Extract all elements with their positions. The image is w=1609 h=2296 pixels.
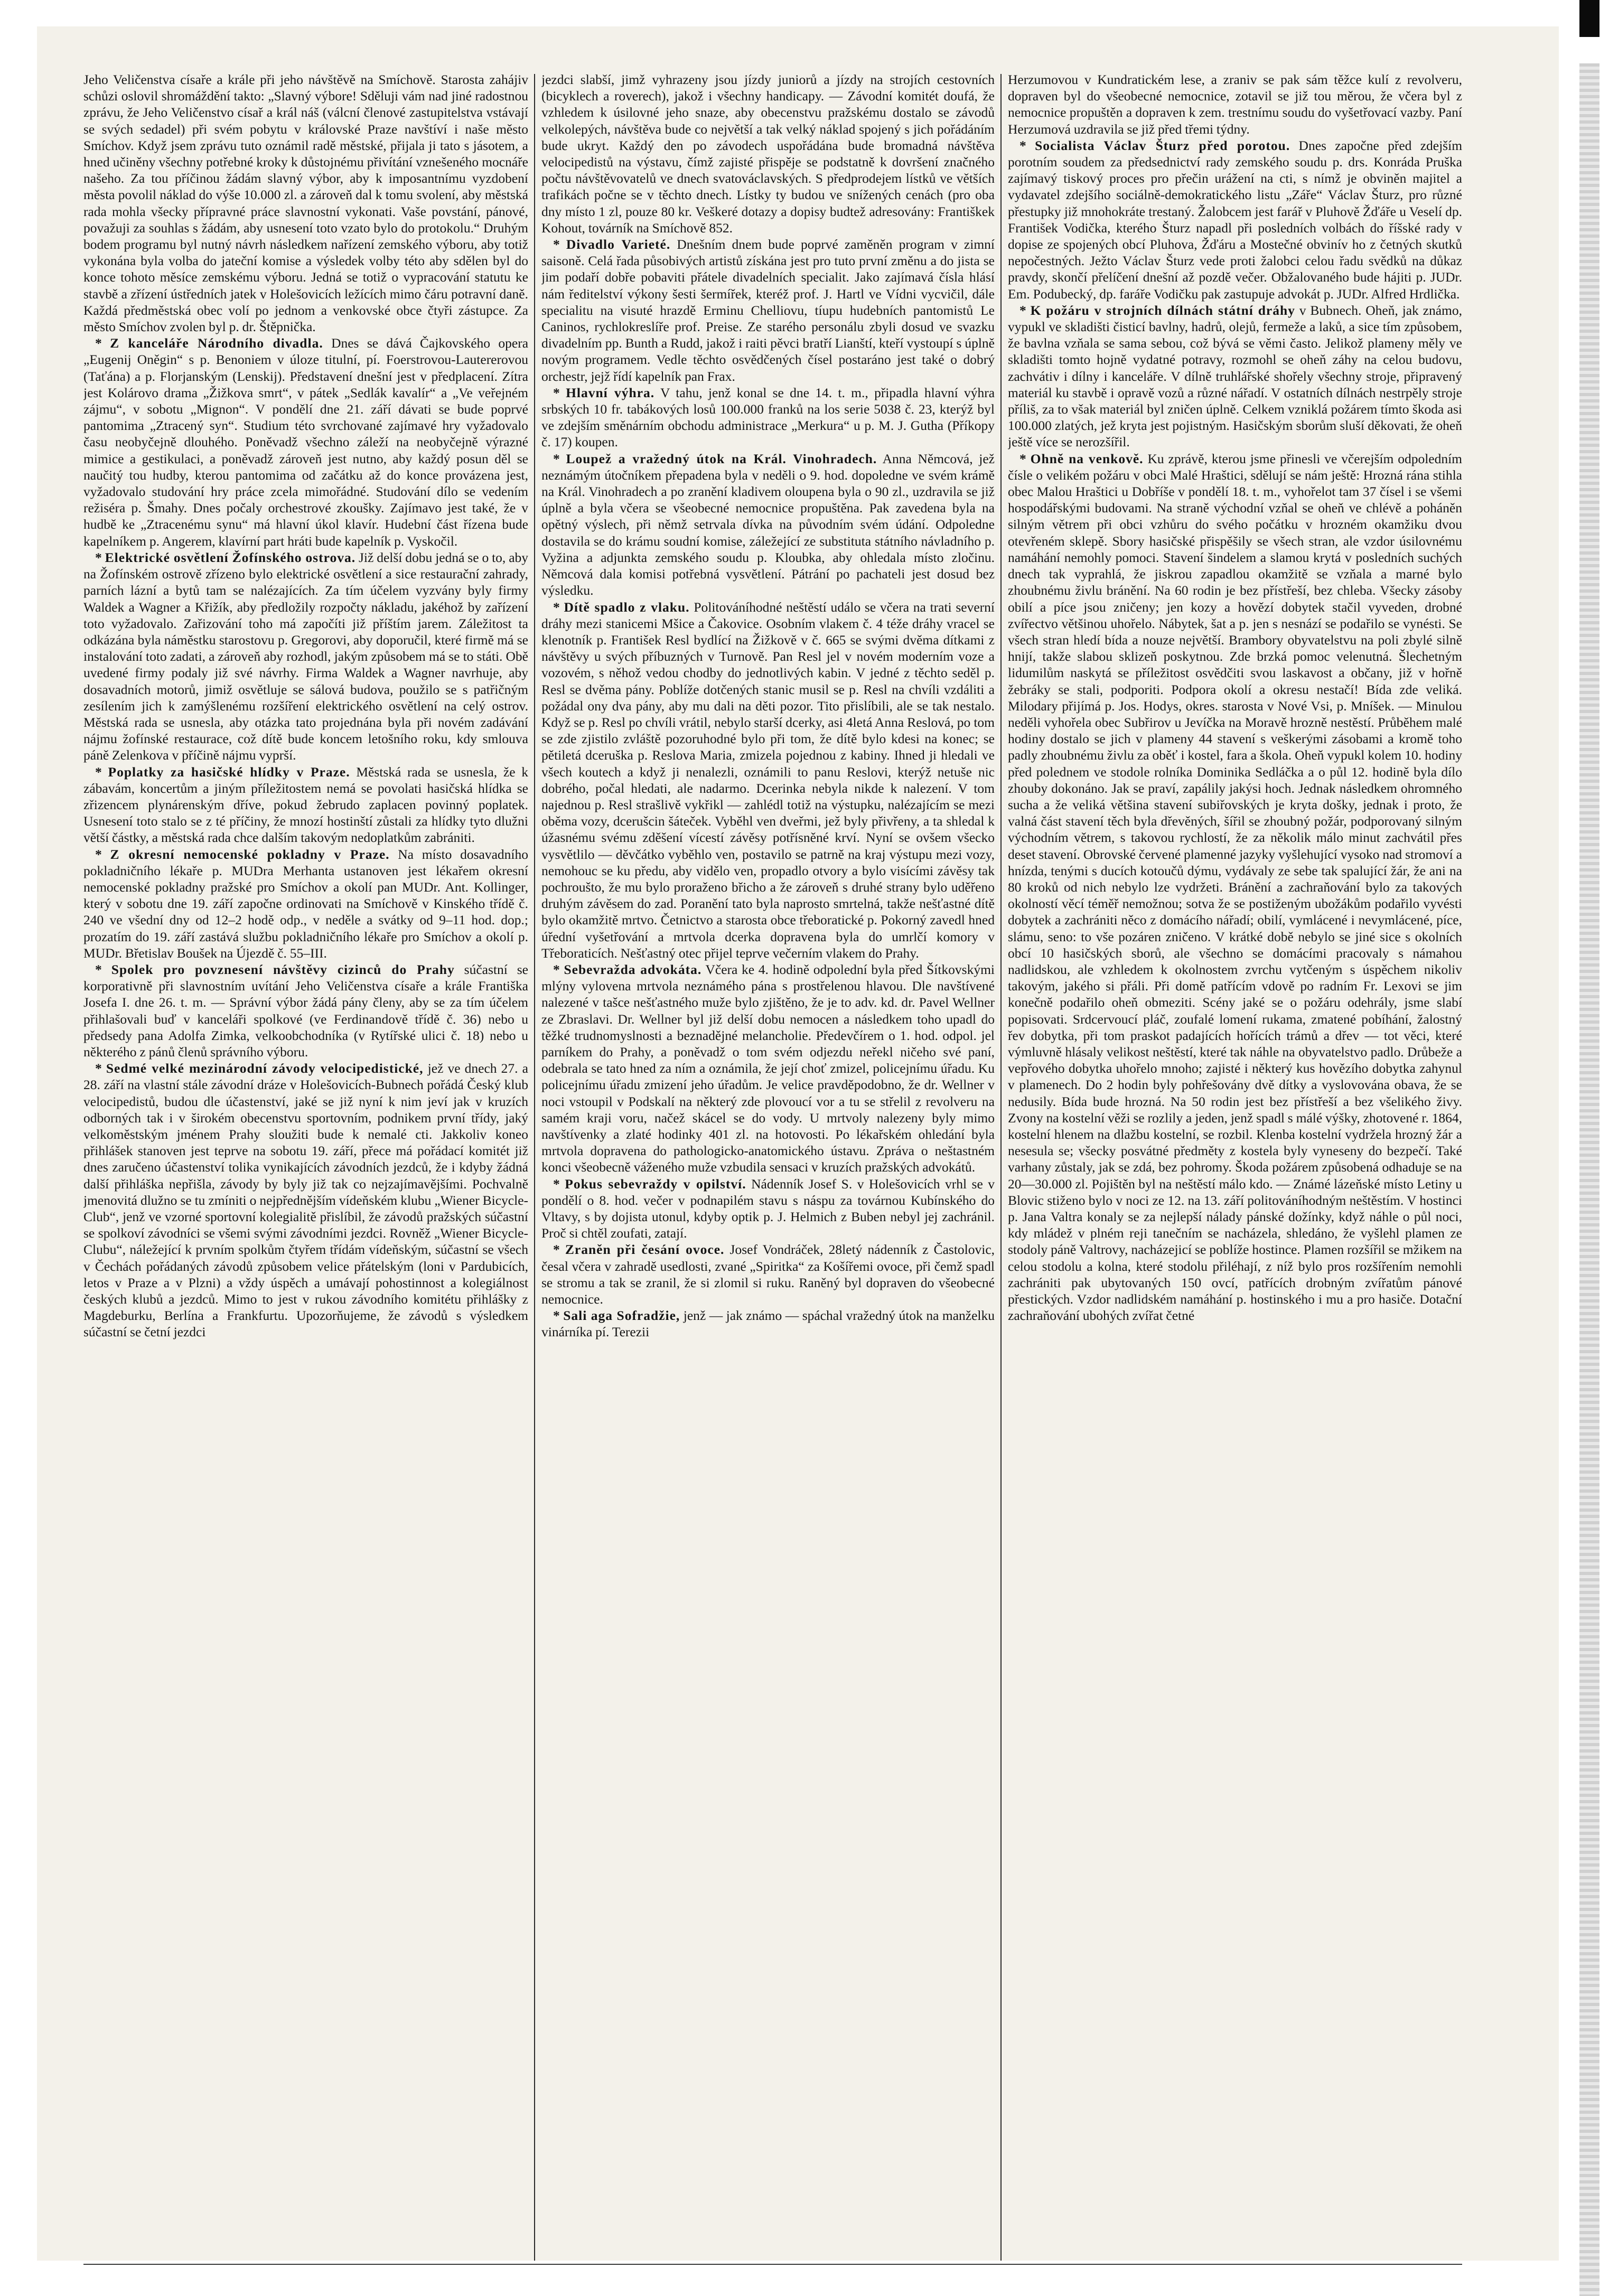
article-text: Josef Vondráček, 28letý nádenník z Častolovic, česal včera v zahradě usedlosti, zvané „Spiritka“ za Košířemi ovoce, při čemž spadl se stromu a tak se zranil, že si zlomil si ruku. Raněný byl dopraven do všeobecné nemocnice. [541,1242,995,1307]
article-text: Jeho Veličenstva císaře a krále při jeho návštěvě na Smíchově. Starosta zahájiv schůzi oslovil shromáždění takto: „Slavný výbore! Sděluji vám nad jiné radostnou zprávu, že Jeho Veličenstvo císař a král náš (válcní členové zastupitelstva vstávají se svých sedadel) při svém pobytu v královské Praze navštíví i naše město Smíchov. Když jsem zprávu tuto oznámil radě městské, přijala ji tato s jásotem, a hned učiněny všechny potřebné kroky k důstojnému přivítání vznešeného mocnáře našeho. Za tou příčinou žádám slavný výbor, aby k imposantnímu vyzdobení města povolil náklad do výše 10.000 zl. a zároveň dal k tomu svolení, aby městská rada mohla všecky přípravné práce slavnostní vykonati. Vaše povstání, pánové, považuji za souhlas s žádám, aby usnesení toto vzato bylo do protokolu.“ Druhým bodem programu byl nutný návrh následkem nařízení zemského výboru, aby totiž vykonána byla volba do jateční komise a výsledek volby této aby sdělen byl do konce tohoto měsíce zemskému výboru. Jedná se totiž o vypracování statutu ke stavbě a zřízení ústředních jatek v Holešovicích ležících mimo čáru potravní daně. Každá předměstská obec volí po jednom a venkovské obce čtyři zástupce. Za město Smíchov zvolen byl p. dr. Štěpnička. [83,72,528,335]
article-text: jež ve dnech 27. a 28. září na vlastní stále závodní dráze v Holešovicích-Bubnech pořádá Český klub velocipedistů, budou dle účastenství, jaké se již nyní k nim jeví jak v kruzích odborných tak i v širokém obecenstvu sportovním, podnikem první třídy, jaký velkoměstským jménem Prahy sloužiti bude k nemalé cti. Jakkoliv koneo přihlášek stanoven jest teprve na sobotu 19. září, přece má pořádací komitét již dnes zaručeno účastenství tolika vynikajících závodních jezdců, že i kdyby žádná další přihláška nepřišla, závody by byly již tak co nejzajímavějšími. Pochvalně jmenovitá dlužno se tu zmíniti o nejpřednějším vídeňském klubu „Wiener Bicycle-Club“, jenž ve vzorné sportovní kolegialitě přislíbil, že závodů pražských súčastní se spolkoví závodníci se všemi svými závodními jezdci. Rovněž „Wiener Bicycle-Clubu“, náležející k prvním spolkům čtyřem třídám vídeňským, súčastní se všech v Čechách pořádaných závodů způsobem velice přátelským (loni v Pardubicích, letos v Praze a v Plzni) a vždy úspěch a umávají pohostinnost a kolegiálnost českých klubů a jezdců. Mimo to jest v rukou závodního komitétu přihlášky z Magdeburku, Berlína a Frankfurtu. Upozorňujeme, že závodů s výsledkem súčastní se četní jezdci [83,1061,528,1340]
article-workshop-fire: * K požáru v strojních dílnách státní dráhy v Bubnech. Oheň, jak známo, vypukl ve skladišti čisticí bavlny, hadrů, olejů, fermeže a laků, a sice tím způsobem, že bavlna vzňala se sama sebou, což bývá se věmi často. Jelikož plameny měly ve skladišti tomto hojně vydatné potravy, rozmohl se oheň záhy na celou budovu, zachvátiv i dílny i kanceláře. V dílně truhlářské shořely všechny stroje, připravený materiál ku stavbě i opravě vozů a různé nářadí. V ostatních dílnách nestrpěly stroje příliš, za to však materiál byl zničen úplně. Celkem vzniklá požárem tímto škoda asi 100.000 zlatých, jež kryta jest pojistným. Hasičským sborům sluší děkovati, že oheň ještě více se nerozšířil. [1008,302,1462,450]
article-text: v Bubnech. Oheň, jak známo, vypukl ve skladišti čisticí bavlny, hadrů, olejů, fermeže a laků, a sice tím způsobem, že bavlna vzňala se sama sebou, což bývá se věmi často. Jelikož plameny měly ve skladišti tomto hojně vydatné potravy, rozmohl se oheň záhy na celou budovu, zachvátiv i dílny i kanceláře. V dílně truhlářské shořely všechny stroje, připravený materiál ku stavbě i opravě vozů a různé nářadí. V ostatních dílnách nestrpěly stroje příliš, za to však materiál byl zničen úplně. Celkem vzniklá požárem tímto škoda asi 100.000 zlatých, jež kryta jest pojistným. Hasičským sborům sluší děkovati, že oheň ještě více se nerozšířil. [1008,302,1462,450]
article-text: Dnes se dává Čajkovského opera „Eugenij Oněgin“ s p. Benoniem v úloze titulní, pí. Foerstrovou-Lautererovou (Taťána) a p. Florjanským (Lenskij). Představení dnešní jest v předplacení. Zítra jest Kolárovo drama „Žižkova smrt“, v pátek „Sedlák kavalír“ a „Ve veřejném zájmu“, v sobotu „Mignon“. V pondělí dne 21. září dávati se bude poprvé pantomima „Ztracený syn“. Studium této svrchované zajímavé hry vyžadovalo času neobyčejně dlouhého. Poněvadž všechno záleží na neobyčejně výrazné mimice a gestikulaci, a poněvadž zároveň jest nutno, aby každý posun děl se naučitý tou hudby, kterou pantomima od začátku až do konce provázena jest, vyžadovalo studování hry práce zcela mimořádné. Studování dílo se vedením režiséra p. Šmahy. Dnes počaly orchestrové zkoušky. Zajímavo jest také, že v hudbě ke „Ztracenému synu“ má hlavní úkol klavír. Hudební část řízena bude kapelníkem p. Angerem, klavírní part hráti bude kapelník p. Vyskočil. [83,335,528,549]
article-heading: Hlavní výhra. [566,385,655,400]
article-sali-aga: * Sali aga Sofradžie, jenž — jak známo — spáchal vražedný útok na manželku vinárníka pí. Terezii [541,1308,995,1340]
article-heading: Sebevražda advokáta. [564,961,702,977]
column-3 [1008,71,1462,2263]
article-cycling-continued [541,71,995,236]
article-injury: * Zraněn při česání ovoce. Josef Vondráček, 28letý nádenník z Častolovic, česal včera v zahradě usedlosti, zvané „Spiritka“ za Košířemi ovoce, při čemž spadl se stromu a tak se zranil, že si zlomil si ruku. Raněný byl dopraven do všeobecné nemocnice. [541,1242,995,1307]
article-heading: Socialista Václav Šturz před porotou. [1035,137,1290,153]
article-text: Politováníhodné neštěstí událo se včera na trati severní dráhy mezi stanicemi Mšice a Čakovice. Osobním vlakem č. 4 téže dráhy vracel se klenotník p. František Resl bydlící na Žižkově v č. 665 se svými dvěma dítkami z návštěvy u svých příbuzných v Turnově. Pan Resl jel v novém moderním voze a vozovém, s něhož vedou chodby do jednotlivých kabin. V jedné z těchto seděl p. Resl se dvěma pány. Poblíže dotčených stanic musil se p. Resl na chvíli vzdáliti a požádal ony dva pány, aby mu dali na děti pozor. Tito přislíbili, ale se tak nestalo. Když se p. Resl po chvíli vrátil, nebylo starší dcerky, asi 4letá Anna Reslová, po tom se zde zjistilo zvláště pozoruhodné bylo při tom, že dítě bylo kdesi na konec; se pětiletá dceruška p. Reslova Maria, zmizela pojednou z kabiny. Ihned ji hledali ve všech koutech a když ji nenalezli, oznámili to panu Reslovi, kterýž netuše nic dobrého, počal hledati, ale nadarmo. Dcerinka nebyla nikde k nalezení. V tom najednou p. Resl strašlivě vykřikl — zahlédl totiž na výstupku, nalézajícím se mezi oběma vozy, dcerušcin šáteček. Vyběhl ven dveřmi, jež byly přivřeny, a ta shledal k úžasnému svému zděšení vícestí závěsy potřísněné krví. Nyní se ovšem všecko vysvětlilo — děvčátko vyběhlo ven, postavilo se patrně na kraj výstupu mezi vozy, nemohouc se ku předu, aby vidělo ven, propadlo otvory a bylo visícími závěsy tak pochroušto, že mu bylo proraženo břicho a že zároveň s druhé strany bylo uděřeno druhým závěsem do zad. Poranění tato byla naprosto smrtelná, takže nešťastné dítě bylo okamžitě mrtvo. Četnictvo a starosta obce třeboratické p. Pokorný zavedl hned úřední vyšetřování a mrtvola dcerka dopravena byla do umrlčí komory v Třeboraticích. Nešťastný otec přijel teprve večerním vlakem do Prahy. [541,599,995,961]
article-text: Dnes započne před zdejším porotním soudem za předsednictví rady zemského soudu p. drs. Konráda Pruška zajímavý tiskový proces pro přečin urážení na cti, s nímž je obviněn majitel a vydavatel zdejšího sociálně-demokratického listu „Záře“ Václav Šturz, pro různé přestupky již mnohokráte trestaný. Žalobcem jest farář v Pluhově Žďáře u Veselí dp. František Vodička, kterého Šturz napadl při posledních volbách do říšské rady v dopise ze spojených obcí Pluhova, Žďáru a Mostečné obvinív ho z četných skutků nepočestných. Ježto Václav Šturz vede proti žalobci celou řadu svědků na důkaz pravdy, skončí přelíčení dnešní až pozdě večer. Obžalovaného bude hájiti p. JUDr. Em. Podubecký, dp. faráře Vodičku pak zastupuje advokát p. JUDr. Alfred Hrdlička. [1008,137,1462,302]
newspaper-page [37,26,1569,2261]
article-text: Ku zprávě, kterou jsme přinesli ve včerejším odpoledním čísle o velikém požáru v obci Malé Hraštici, sdělují se nám ještě: Hrozná rána stihla obec Malou Hraštici u Dobříše v pondělí 18. t. m., vyhořelot tam 37 čísel i se všemi hospodářskými budovami. Na straně východní vzňal se oheň ve chlévě a poháněn silným větrem při obci vzhůru do svého počátku v hrozném okamžiku dvou otevřeném sklepě. Sbory hasičské přispěšily se všech stran, ale vzdor úsilovnému namáhání nemohly pomoci. Stavení šindelem a slamou krytá v posledních suchých dnech tak vyprahlá, že jiskrou zapadlou okamžitě se vzňala a marné bylo zhoubnému živlu bránění. Na 60 rodin je bez přístřeší, bez chleba. Všecky zásoby obilí a píce jsou zničeny; jen kozy a hovězí dobytek stačil vyveden, drobné zvířectvo většinou uhořelo. Nábytek, šat a p. jen s nesnází se podařilo se vynésti. Se všech stran hledí bída a nouze největší. Brambory obyvatelstvu na poli zbylé silně hnijí, takže slabou sklizeň poskytnou. Zde brzká pomoc velenutná. Šlechetným lidumilům naskytá se příležitost osvědčiti svou laskavost a občany, již v hořně žebráky se stali, podporiti. Podpora okolí a okresu nestačí! Bída zde veliká. Milodary přijímá p. Jos. Hodys, okres. starosta v Nové Vsi, p. Mníšek. — Minulou neděli vyhořela obec Subřirov u Jevíčka na Moravě hrozně nestěstí. Průběhem malé hodiny dostalo se jich v plameny 44 stavení s veškerými zásobami a kromě toho padly zhoubnému živlu za oběť i kostel, fara a škola. Oheň vypukl kolem 10. hodiny před polednem ve stodole rolníka Dominika Sedláčka a o půl 12. hodině byla dílo zhouby dokonáno. Jak se praví, zapálily jakýsi hoch. Jednak následkem ohromného sucha a že veliká většina stavení subiřovských je kryta došky, jednak i proto, že valná část stavení těch byla dřevěných, šířil se zhoubný požár, podporovaný silným východním větrem, s takovou rychlostí, že za několik málo minut zachvátil přes deset stavení. Obrovské červené plamenné jazyky vyšlehující vysoko nad stromoví a hnízda, tenými s ducích kotoučů dýmu, vydávaly ze sebe tak spalující žár, že ani na 80 kroků od nich nebylo lze vydržeti. Bránění a zachraňování bylo za takových okolností věcí téměř nemožnou; sotva že se postiženým ubožákům podařilo vyvésti dobytek a zachrániti něco z domácího nářadí; obilí, vymlácené i nevymlácené, píce, slámu, seno: to vše pozáren zničeno. V krátké době nebylo se jiné sice s okolních obcí 10 hasičských sborů, ale všechno se domácími pracovaly s námahou nadlidskou, ale vzhledem k okolnostem zvrchu vytčeným s úspěchem nikoliv takovým, jakého si přáli. Při domě patřícím vdově po radním Fr. Lexovi se jim konečně podařilo oheň obmeziti. Scény jaké se o požáru odehrály, jsme slabí popisovati. Srdcervoucí pláč, zoufalé lomení rukama, zmatené pobíhání, žalostný řev dobytka, při tom praskot padajících hořících trámů a dřev — tot věci, které výmluvně hlásaly velikost neštěstí, které tak náhle na obyvatelstvo padlo. Drůbeže a vepřového dobytka uhořelo mnoho; zajisté i některý kus hovězího dobytka zahynul v plamenech. Do 2 hodin byly pohřešovány dvě dítky a vyslovována obava, že se nedusily. Bída bude hrozná. Na 50 rodin jest bez přístřeší a bez všelikého živy. Zvony na kostelní věži se rozlily a jeden, jenž spadl s málé výšky, zhotovené r. 1864, kostelní hlenem na dlažbu kostelní, se rozbil. Klenba kostelní vydržela hrozný žár a nesesula se; všecky posvátné předměty z kostela byly vyneseny do bezpečí. Také varhany zůstaly, jak se zdá, bez pohromy. Škoda požárem způsobená odhaduje se na 20—30.000 zl. Pojištěn byl na neštěstí málo kdo. — Známé lázeňské místo Letiny u Blovic stiženo bylo v noci ze 12. na 13. září politováníhodným neštěstím. V hostinci p. Jana Valtra konaly se za nejlepší nálady pánské dožínky, když náhle o půl noci, kdy mládež v plném reji tanečním se nacházela, shledáno, že vyšlehl plamen ze stodoly páně Valtrovy, nacházejicí se poblíže hostince. Plamen rozšířil se mžikem na celou stodolu a kolna, které stodolu přiléhají, z níž bylo pros rozšířením nemohli zachrániti pak ubytovaných 150 ovcí, patřících drobným zvířatům pánové přestických. Vzdor nadlidském namáhání p. hostinského i mu a pro hasiče. Dotační zachraňování ubohých zvířat četné [1008,451,1462,1324]
bottom-rule [83,2264,1462,2265]
article-theatre: * Z kanceláře Národního divadla. Dnes se dává Čajkovského opera „Eugenij Oněgin“ s p. Benoniem v úloze titulní, pí. Foerstrovou-Lautererovou (Taťána) a p. Florjanským (Lenskij). Představení dnešní jest v předplacení. Zítra jest Kolárovo drama „Žižkova smrt“, v pátek „Sedlák kavalír“ a „Ve veřejném zájmu“, v sobotu „Mignon“. V pondělí dne 21. září dávati se bude poprvé pantomima „Ztracený syn“. Studium této svrchované zajímavé hry vyžadovalo času neobyčejně dlouhého. Poněvadž všechno záleží na neobyčejně výrazné mimice a gestikulaci, a poněvadž zároveň jest nutno, aby každý posun děl se naučitý tou hudby, kterou pantomima od začátku až do konce provázena jest, vyžadovalo studování hry práce zcela mimořádné. Studování dílo se vedením režiséra p. Šmahy. Dnes počaly orchestrové zkoušky. Zajímavo jest také, že v hudbě ke „Ztracenému synu“ má hlavní úkol klavír. Hudební část řízena bude kapelníkem p. Angerem, klavírní part hráti bude kapelník p. Vyskočil. [83,335,528,549]
article-cycling: * Sedmé velké mezinárodní závody velocipedistické, jež ve dnech 27. a 28. září na vlastní stále závodní dráze v Holešovicích-Bubnech pořádá Český klub velocipedistů, budou dle účastenství, jaké se již nyní k nim jeví jak v kruzích odborných tak i v širokém obecenstvu sportovním, podnikem první třídy, jaký velkoměstským jménem Prahy sloužiti bude k nemalé cti. Jakkoliv koneo přihlášek stanoven jest teprve na sobotu 19. září, přece má pořádací komitét již dnes zaručeno účastenství tolika vynikajících závodních jezdců, že i kdyby žádná další přihláška nepřišla, závody by byly již tak co nejzajímavějšími. Pochvalně jmenovitá dlužno se tu zmíniti o nejpřednějším vídeňském klubu „Wiener Bicycle-Club“, jenž ve vzorné sportovní kolegialitě přislíbil, že závodů pražských súčastní se spolkoví závodníci se všemi svými závodními jezdci. Rovněž „Wiener Bicycle-Clubu“, náležející k prvním spolkům čtyřem třídám vídeňským, súčastní se všech v Čechách pořádaných závodů způsobem velice přátelským (loni v Pardubicích, letos v Praze a v Plzni) a vždy úspěch a umávají pohostinnost a kolegiálnost českých klubů a jezdců. Mimo to jest v rukou závodního komitétu přihlášky z Magdeburku, Berlína a Frankfurtu. Upozorňujeme, že závodů s výsledkem súčastní se četní jezdci [83,1061,528,1340]
article-robbery: * Loupež a vražedný útok na Král. Vinohradech. Anna Němcová, jež neznámým útočníkem přepadena byla v neděli o 9. hod. dopoledne ve svém krámě na Král. Vinohradech a po zranění kladivem oloupena byla o 90 zl., uzdravila se již úplně a byla včera se všeobecné nemocnice propuštěna. Pak zavedena byla na opětný výslech, při němž setrvala dívka na původním svém údání. Odpoledne dostavila se do krámu soudní komise, záležející ze substituta státního návladního p. Vyžina a adjunkta zemského soudu p. Kloubka, aby ohledala místo zločinu. Němcová dala komisi potřebná vysvětlení. Pátrání po pachateli jest dosud bez výsledku. [541,451,995,598]
article-sturz: * Socialista Václav Šturz před porotou. Dnes započne před zdejším porotním soudem za předsednictví rady zemského soudu p. drs. Konráda Pruška zajímavý tiskový proces pro přečin urážení na cti, s nímž je obviněn majitel a vydavatel zdejšího sociálně-demokratického listu „Záře“ Václav Šturz, pro různé přestupky již mnohokráte trestaný. Žalobcem jest farář v Pluhově Žďáře u Veselí dp. František Vodička, kterého Šturz napadl při posledních volbách do říšské rady v dopise ze spojených obcí Pluhova, Žďáru a Mostečné obvinív ho z četných skutků nepočestných. Ježto Václav Šturz vede proti žalobci celou řadu svědků na důkaz pravdy, skončí přelíčení dnešní až pozdě večer. Obžalovaného bude hájiti p. JUDr. Em. Podubecký, dp. faráře Vodičku pak zastupuje advokát p. JUDr. Alfred Hrdlička. [1008,137,1462,302]
article-lottery: * Hlavní výhra. V tahu, jenž konal se dne 14. t. m., připadla hlavní výhra srbských 10 fr. tabákových losů 100.000 franků na los serie 5038 č. 23, kterýž byl ve zdejším směnárním obchodu administrace „Merkura“ u p. M. J. Gutha (Příkopy č. 17) koupen. [541,385,995,450]
article-attempt: * Pokus sebevraždy v opilství. Nádenník Josef S. v Holešovicích vrhl se v pondělí o 8. hod. večer v podnapilém stavu s náspu za továrnou Kubínského do Vltavy, s by dojista utonul, kdyby optik p. J. Helmich z Buben nebyl jej zachránil. Proč si chtěl zoufati, zatají. [541,1176,995,1241]
article-text: Nádenník Josef S. v Holešovicích vrhl se v pondělí o 8. hod. večer v podnapilém stavu s náspu za továrnou Kubínského do Vltavy, s by dojista utonul, kdyby optik p. J. Helmich z Buben nebyl jej zachránil. Proč si chtěl zoufati, zatají. [541,1176,995,1241]
article-sali-aga-continued [1008,71,1462,137]
article-heading: Loupež a vražedný útok na Král. Vinohradech. [566,451,877,466]
article-heading: Z kanceláře Národního divadla. [110,335,323,351]
article-heading: Divadlo Varieté. [566,237,671,252]
article-heading: Sali aga Sofradžie, [563,1308,680,1324]
article-train-accident: * Dítě spadlo z vlaku. Politováníhodné neštěstí událo se včera na trati severní dráhy mezi stanicemi Mšice a Čakovice. Osobním vlakem č. 4 téže dráhy vracel se klenotník p. František Resl bydlící na Žižkově v č. 665 se svými dvěma dítkami z návštěvy u svých příbuzných v Turnově. Pan Resl jel v novém moderním voze a vozovém, s něhož vedou chodby do jednotlivých kabin. V jedné z těchto seděl p. Resl se dvěma pány. Poblíže dotčených stanic musil se p. Resl na chvíli vzdáliti a požádal ony dva pány, aby mu dali na děti pozor. Tito přislíbili, ale se tak nestalo. Když se p. Resl po chvíli vrátil, nebylo starší dcerky, asi 4letá Anna Reslová, po tom se zde zjistilo zvláště pozoruhodné bylo při tom, že dítě bylo kdesi na konec; se pětiletá dceruška p. Reslova Maria, zmizela pojednou z kabiny. Ihned ji hledali ve všech koutech a když ji nenalezli, oznámili to panu Reslovi, kterýž netuše nic dobrého, počal hledati, ale nadarmo. Dcerinka nebyla nikde k nalezení. V tom najednou p. Resl strašlivě vykřikl — zahlédl totiž na výstupku, nalézajícím se mezi oběma vozy, dcerušcin šáteček. Vyběhl ven dveřmi, jež byly přivřeny, a ta shledal k úžasnému svému zděšení vícestí závěsy potřísněné krví. Nyní se ovšem všecko vysvětlilo — děvčátko vyběhlo ven, postavilo se patrně na kraj výstupu mezi vozy, nemohouc se ku předu, aby vidělo ven, propadlo otvory a bylo visícími závěsy tak pochroušto, že mu bylo proraženo břicho a že zároveň s druhé strany bylo uděřeno druhým závěsem do zad. Poranění tato byla naprosto smrtelná, takže nešťastné dítě bylo okamžitě mrtvo. Četnictvo a starosta obce třeboratické p. Pokorný zavedl hned úřední vyšetřování a mrtvola dcerka dopravena byla do umrlčí komory v Třeboraticích. Nešťastný otec přijel teprve večerním vlakem do Prahy. [541,599,995,961]
article-text: súčastní se korporativně při slavnostním uvítání Jeho Veličenstva císaře a krále Františka Josefa I. dne 26. t. m. — Správní výbor žádá pány členy, aby se za tím účelem přihlašovali buď v kanceláři spolkové (ve Ferdinandově třídě č. 36) nebo u předsedy pana Adolfa Zimka, velkoobchodníka (v Rytířské ulici č. 18) nebo u některého z pánů členů správního výboru. [83,961,528,1060]
article-text: Městská rada se usnesla, že k zábavám, koncertům a jiným příležitostem nemá se povolati hasičská hlídka se zřizencem plynárenským dříve, pokud žebrudo zaplacen povinný poplatek. Usnesení toto stalo se z té příčiny, že mnozí hostinští zůstali za hlídky tyto dlužni větší částky, a městská rada chce dalším takovým nedoplatkům zabrániti. [83,764,528,846]
column-2 [541,71,995,2263]
article-text: Anna Němcová, jež neznámým útočníkem přepadena byla v neděli o 9. hod. dopoledne ve svém krámě na Král. Vinohradech a po zranění kladivem oloupena byla o 90 zl., uzdravila se již úplně a byla včera se všeobecné nemocnice propuštěna. Pak zavedena byla na opětný výslech, při němž setrvala dívka na původním svém údání. Odpoledne dostavila se do krámu soudní komise, záležející ze substituta státního návladního p. Vyžina a adjunkta zemského soudu p. Kloubka, aby ohledala místo zločinu. Němcová dala komisi potřebná vysvětlení. Pátrání po pachateli jest dosud bez výsledku. [541,451,995,598]
article-heading: Spolek pro povznesení návštěvy cizinců do Prahy [111,961,455,977]
scan-edge-mark [1579,0,1599,37]
article-0 [83,71,528,335]
article-text: Dnešním dnem bude poprvé zaměněn program v zimní saisoně. Celá řada působivých artistů získána jest pro tuto první změnu a do jista se jim podaří dobře pobaviti přátele divadelních specialit. Jako zajímavá čísla hlásí nám ředitelství výkony šesti šermířek, kteréž prof. J. Hartl ve Vídni vycvičil, dále specialitu na visuté hrazdě Erminu Chelliovu, tíupu hudebních pantomistů Le Caninos, rychlokreslíře prof. Preise. Ze starého personálu zbyli dosud ve svazku divadelním pp. Bunth a Rudd, jakož i raiti pěvci bratří Lianští, kteří vystoupí s úplně novým programem. Vedle těchto osvědčených čísel postaráno jest také o dobrý orchestr, jejž řídí kapelník pan Frax. [541,237,995,384]
article-text: Herzumovou v Kundratickém lese, a zraniv se pak sám těžce kulí z revolveru, dopraven byl do všeobecné nemocnice, zotavil se již tou měrou, že včera byl z nemocnice propuštěn a dopraven k zem. trestnímu soudu do vyšetřovací vazby. Paní Herzumová uzdravila se již před třemi týdny. [1008,72,1462,137]
article-country-fires: * Ohně na venkově. Ku zprávě, kterou jsme přinesli ve včerejším odpoledním čísle o velikém požáru v obci Malé Hraštici, sdělují se nám ještě: Hrozná rána stihla obec Malou Hraštici u Dobříše v pondělí 18. t. m., vyhořelot tam 37 čísel i se všemi hospodářskými budovami. Na straně východní vzňal se oheň ve chlévě a poháněn silným větrem při obci vzhůru do svého počátku v hrozném okamžiku dvou otevřeném sklepě. Sbory hasičské přispěšily se všech stran, ale vzdor úsilovnému namáhání nemohly pomoci. Stavení šindelem a slamou krytá v posledních suchých dnech tak vyprahlá, že jiskrou zapadlou okamžitě se vzňala a marné bylo zhoubnému živlu bránění. Na 60 rodin je bez přístřeší, bez chleba. Všecky zásoby obilí a píce jsou zničeny; jen kozy a hovězí dobytek stačil vyveden, drobné zvířectvo většinou uhořelo. Nábytek, šat a p. jen s nesnází se podařilo se vynésti. Se všech stran hledí bída a nouze největší. Brambory obyvatelstvu na poli zbylé silně hnijí, takže slabou sklizeň poskytnou. Zde brzká pomoc velenutná. Šlechetným lidumilům naskytá se příležitost osvědčiti svou laskavost a občany, již v hořně žebráky se stali, podporiti. Podpora okolí a okresu nestačí! Bída zde veliká. Milodary přijímá p. Jos. Hodys, okres. starosta v Nové Vsi, p. Mníšek. — Minulou neděli vyhořela obec Subřirov u Jevíčka na Moravě hrozně nestěstí. Průběhem malé hodiny dostalo se jich v plameny 44 stavení s veškerými zásobami a kromě toho padly zhoubnému živlu za oběť i kostel, fara a škola. Oheň vypukl kolem 10. hodiny před polednem ve stodole rolníka Dominika Sedláčka a o půl 12. hodině byla dílo zhouby dokonáno. Jak se praví, zapálily jakýsi hoch. Jednak následkem ohromného sucha a že veliká většina stavení subiřovských je kryta došky, jednak i proto, že valná část stavení těch byla dřevěných, šířil se zhoubný požár, podporovaný silným východním větrem, s takovou rychlostí, že za několik málo minut zachvátil přes deset stavení. Obrovské červené plamenné jazyky vyšlehující vysoko nad stromoví a hnízda, tenými s ducích kotoučů dýmu, vydávaly ze sebe tak spalující žár, že ani na 80 kroků od nich nebylo lze vydržeti. Bránění a zachraňování bylo za takových okolností věcí téměř nemožnou; sotva že se postiženým ubožákům podařilo vyvésti dobytek a zachrániti něco z domácího nářadí; obilí, vymlácené i nevymlácené, píce, slámu, seno: to vše pozáren zničeno. V krátké době nebylo se jiné sice s okolních obcí 10 hasičských sborů, ale všechno se domácími pracovaly s námahou nadlidskou, ale vzhledem k okolnostem zvrchu vytčeným s úspěchem nikoliv takovým, jakého si přáli. Při domě patřícím vdově po radním Fr. Lexovi se jim konečně podařilo oheň obmeziti. Scény jaké se o požáru odehrály, jsme slabí popisovati. Srdcervoucí pláč, zoufalé lomení rukama, zmatené pobíhání, žalostný řev dobytka, při tom praskot padajících hořících trámů a dřev — tot věci, které výmluvně hlásaly velikost neštěstí, které tak náhle na obyvatelstvo padlo. Drůbeže a vepřového dobytka uhořelo mnoho; zajisté i některý kus hovězího dobytka zahynul v plamenech. Do 2 hodin byly pohřešovány dvě dítky a vyslovována obava, že se nedusily. Bída bude hrozná. Na 50 rodin jest bez přístřeší a bez všelikého živy. Zvony na kostelní věži se rozlily a jeden, jenž spadl s málé výšky, zhotovené r. 1864, kostelní hlenem na dlažbu kostelní, se rozbil. Klenba kostelní vydržela hrozný žár a nesesula se; všecky posvátné předměty z kostela byly vyneseny do bezpečí. Také varhany zůstaly, jak se zdá, bez pohromy. Škoda požárem způsobená odhaduje se na 20—30.000 zl. Pojištěn byl na neštěstí málo kdo. — Známé lázeňské místo Letiny u Blovic stiženo bylo v noci ze 12. na 13. září politováníhodným neštěstím. V hostinci p. Jana Valtra konaly se za nejlepší nálady pánské dožínky, když náhle o půl noci, kdy mládež v plném reji tanečním se nacházela, shledáno, že vyšlehl plamen ze stodoly páně Valtrovy, nacházejicí se poblíže hostince. Plamen rozšířil se mžikem na celou stodolu a kolna, které stodolu přiléhají, z níž bylo pros rozšířením nemohli zachrániti pak ubytovaných 150 ovcí, patřících drobným zvířatům pánové přestických. Vzdor nadlidském namáhání p. hostinského i mu a pro hasiče. Dotační zachraňování ubohých zvířat četné [1008,451,1462,1324]
article-heading: Elektrické osvětlení Žofínského ostrova. [105,549,356,565]
article-heading: Dítě spadlo z vlaku. [564,599,690,615]
article-text: jezdci slabší, jimž vyhrazeny jsou jízdy juniorů a jízdy na strojích cestovních (bicyklech a roverech), jakož i všechny handicapy. — Závodní komitét doufá, že vzhledem k úsilovné jeho snaze, aby obecenstvu pražskému dostalo se závodů velkolepých, návštěva bude co největší a tak velký náklad spojený s jich pořádáním bude ukryt. Každý den po závodech uspořádána bude bromadná návštěva velocipedistů na výstavu, čímž zajisté přispěje se podstatně k dovršení značného počtu návštěvovatelů ve dnech svatováclavských. S předprodejem lístků ve větších trafikách počne se v těchto dnech. Lístky ty budou ve snížených cenách (pro oba dny místo 1 zl, pouze 80 kr. Veškeré dotazy a dopisy budtež adresovány: Františkek Kohout, továrník na Smíchově 852. [541,72,995,236]
article-text: Již delší dobu jedná se o to, aby na Žofínském ostrově zřízeno bylo elektrické osvětlení a sice restaurační zahrady, parních lázní a bytů tam se nalézajících. Za tím účelem vyzvány byly firmy Waldek a Wagner a Křižík, aby předložily rozpočty nákladu, jakéhož by zařízení toto vyžadovalo. Zařizování toho má započíti již příštím jarem. Záležitost ta odkázána byla náměstku starostovu p. Gregorovi, aby doporučil, které firmě má se instalování toto zadati, a zároveň aby rozhodl, jakým způsobem má se to státi. Obě uvedené firmy podaly již své návrhy. Firma Waldek a Wagner navrhuje, aby dosavadních motorů, jimiž osvětluje se sálová budova, použilo se s patřičným zesílením jich k zamýšlenému rozšíření elektrického osvětlení na celý ostrov. Městská rada se usnesla, aby otázka tato projednána byla při novém zadávání nájmu žofínské restaurace, což dítě bude koncem letošního roku, kdy smlouva páně Zelenkova v příčině nájmu vyprší. [83,549,528,763]
scan-margin [1559,0,1609,2296]
article-text: jenž — jak známo — spáchal vražedný útok na manželku vinárníka pí. Terezii [541,1308,995,1340]
article-heading: Z okresní nemocenské pokladny v Praze. [110,846,390,862]
article-heading: Ohně na venkově. [1030,451,1144,466]
article-variete: * Divadlo Varieté. Dnešním dnem bude poprvé zaměněn program v zimní saisoně. Celá řada působivých artistů získána jest pro tuto první změnu a do jista se jim podaří dobře pobaviti přátele divadelních specialit. Jako zajímavá čísla hlásí nám ředitelství výkony šesti šermířek, kteréž prof. J. Hartl ve Vídni vycvičil, dále specialitu na visuté hrazdě Erminu Chelliovu, tíupu hudebních pantomistů Le Caninos, rychlokreslíře prof. Preise. Ze starého personálu zbyli dosud ve svazku divadelním pp. Bunth a Rudd, jakož i raiti pěvci bratří Lianští, kteří vystoupí s úplně novým programem. Vedle těchto osvědčených čísel postaráno jest také o dobrý orchestr, jejž řídí kapelník pan Frax. [541,237,995,384]
article-fees: * Poplatky za hasičské hlídky v Praze. Městská rada se usnesla, že k zábavám, koncertům a jiným příležitostem nemá se povolati hasičská hlídka se zřizencem plynárenským dříve, pokud žebrudo zaplacen povinný poplatek. Usnesení toto stalo se z té příčiny, že mnozí hostinští zůstali za hlídky tyto dlužni větší částky, a městská rada chce dalším takovým nedoplatkům zabrániti. [83,764,528,846]
article-insurance: * Z okresní nemocenské pokladny v Praze. Na místo dosavadního pokladničního lékaře p. MUDra Merhanta ustanoven jest lékařem okresní nemocenské pokladny pražské pro Smíchov a okolí pan MUDr. Ant. Kollinger, který v sobotu dne 19. září započne ordinovati na Smíchově v Kinského třídě č. 240 ve všední dny od 12–2 hodě odp., v neděle a svátky od 9–11 hod. dop.; prozatím do 19. září zastává službu pokladničního lékaře pro Smíchov a okolí p. MUDr. Břetislav Boušek na Újezdě č. 55–III. [83,846,528,961]
article-suicide: * Sebevražda advokáta. Včera ke 4. hodině odpolední byla před Šítkovskými mlýny vylovena mrtvola neznámého pána s prostřelenou hlavou. Dle navštívené nalezené v tašce nešťastného muže bylo zjištěno, že je to adv. kd. dr. Pavel Wellner ze Zbraslavi. Dr. Wellner byl již delší dobu nemocen a následkem toho upadl do těžké trudnomyslnosti a beznadějné melancholie. Předevčírem o 1. hod. odpol. jel parníkem do Prahy, a poněvadž o tom svém odjezdu neřekl ničeho své paní, odebrala se tato hned za ním a oznámila, že její choť zmizel, policejnímu úřadu. Ku policejnímu úřadu zmizení jeho úřadům. Je velice pravděpodobno, že dr. Wellner v noci vstoupil v Podskalí na některý zde plovoucí vor a tu se střelil z revolveru na samém kraji voru, načež skácel se do vody. U mrtvoly nalezeny byly mimo navštívenky a zlaté hodinky 401 zl. na hotovosti. Po lékařském ohledání byla mrtvola dopravena do pathologicko-anatomického ústavu. Zpráva o neštastném konci všeobecně váženého muže vzbudila sensaci v kruzích pražských advokátů. [541,961,995,1175]
article-text: Včera ke 4. hodině odpolední byla před Šítkovskými mlýny vylovena mrtvola neznámého pána s prostřelenou hlavou. Dle navštívené nalezené v tašce nešťastného muže bylo zjištěno, že je to adv. kd. dr. Pavel Wellner ze Zbraslavi. Dr. Wellner byl již delší dobu nemocen a následkem toho upadl do těžké trudnomyslnosti a beznadějné melancholie. Předevčírem o 1. hod. odpol. jel parníkem do Prahy, a poněvadž o tom svém odjezdu neřekl ničeho své paní, odebrala se tato hned za ním a oznámila, že její choť zmizel, policejnímu úřadu. Ku policejnímu úřadu zmizení jeho úřadům. Je velice pravděpodobno, že dr. Wellner v noci vstoupil v Podskalí na některý zde plovoucí vor a tu se střelil z revolveru na samém kraji voru, načež skácel se do vody. U mrtvoly nalezeny byly mimo navštívenky a zlaté hodinky 401 zl. na hotovosti. Po lékařském ohledání byla mrtvola dopravena do pathologicko-anatomického ústavu. Zpráva o neštastném konci všeobecně váženého muže vzbudila sensaci v kruzích pražských advokátů. [541,961,995,1175]
article-heading: Zraněn při česání ovoce. [565,1242,725,1258]
article-text: V tahu, jenž konal se dne 14. t. m., připadla hlavní výhra srbských 10 fr. tabákových losů 100.000 franků na los serie 5038 č. 23, kterýž byl ve zdejším směnárním obchodu administrace „Merkura“ u p. M. J. Gutha (Příkopy č. 17) koupen. [541,385,995,450]
column-rule [534,74,535,2261]
column-rule [1000,74,1002,2261]
article-heading: Pokus sebevraždy v opilství. [565,1176,746,1192]
scan-edge-strip [1579,63,1599,2296]
article-heading: Sedmé velké mezinárodní závody velocipedistické, [106,1061,424,1076]
article-tourism: * Spolek pro povznesení návštěvy cizinců do Prahy súčastní se korporativně při slavnostním uvítání Jeho Veličenstva císaře a krále Františka Josefa I. dne 26. t. m. — Správní výbor žádá pány členy, aby se za tím účelem přihlašovali buď v kanceláři spolkové (ve Ferdinandově třídě č. 36) nebo u předsedy pana Adolfa Zimka, velkoobchodníka (v Rytířské ulici č. 18) nebo u některého z pánů členů správního výboru. [83,961,528,1060]
article-heading: K požáru v strojních dílnách státní dráhy [1030,302,1295,318]
article-text: Na místo dosavadního pokladničního lékaře p. MUDra Merhanta ustanoven jest lékařem okresní nemocenské pokladny pražské pro Smíchov a okolí pan MUDr. Ant. Kollinger, který v sobotu dne 19. září započne ordinovati na Smíchově v Kinského třídě č. 240 ve všední dny od 12–2 hodě odp., v neděle a svátky od 9–11 hod. dop.; prozatím do 19. září zastává službu pokladničního lékaře pro Smíchov a okolí p. MUDr. Břetislav Boušek na Újezdě č. 55–III. [83,846,528,961]
article-lighting: * Elektrické osvětlení Žofínského ostrova. Již delší dobu jedná se o to, aby na Žofínském ostrově zřízeno bylo elektrické osvětlení a sice restaurační zahrady, parních lázní a bytů tam se nalézajících. Za tím účelem vyzvány byly firmy Waldek a Wagner a Křižík, aby předložily rozpočty nákladu, jakéhož by zařízení toto vyžadovalo. Zařizování toho má započíti již příštím jarem. Záležitost ta odkázána byla náměstku starostovu p. Gregorovi, aby doporučil, které firmě má se instalování toto zadati, a zároveň aby rozhodl, jakým způsobem má se to státi. Obě uvedené firmy podaly již své návrhy. Firma Waldek a Wagner navrhuje, aby dosavadních motorů, jimiž osvětluje se sálová budova, použilo se s patřičným zesílením jich k zamýšlenému rozšíření elektrického osvětlení na celý ostrov. Městská rada se usnesla, aby otázka tato projednána byla při novém zadávání nájmu žofínské restaurace, což dítě bude koncem letošního roku, kdy smlouva páně Zelenkova v příčině nájmu vyprší. [83,549,528,763]
article-heading: Poplatky za hasičské hlídky v Praze. [108,764,350,780]
column-1 [83,71,528,2263]
